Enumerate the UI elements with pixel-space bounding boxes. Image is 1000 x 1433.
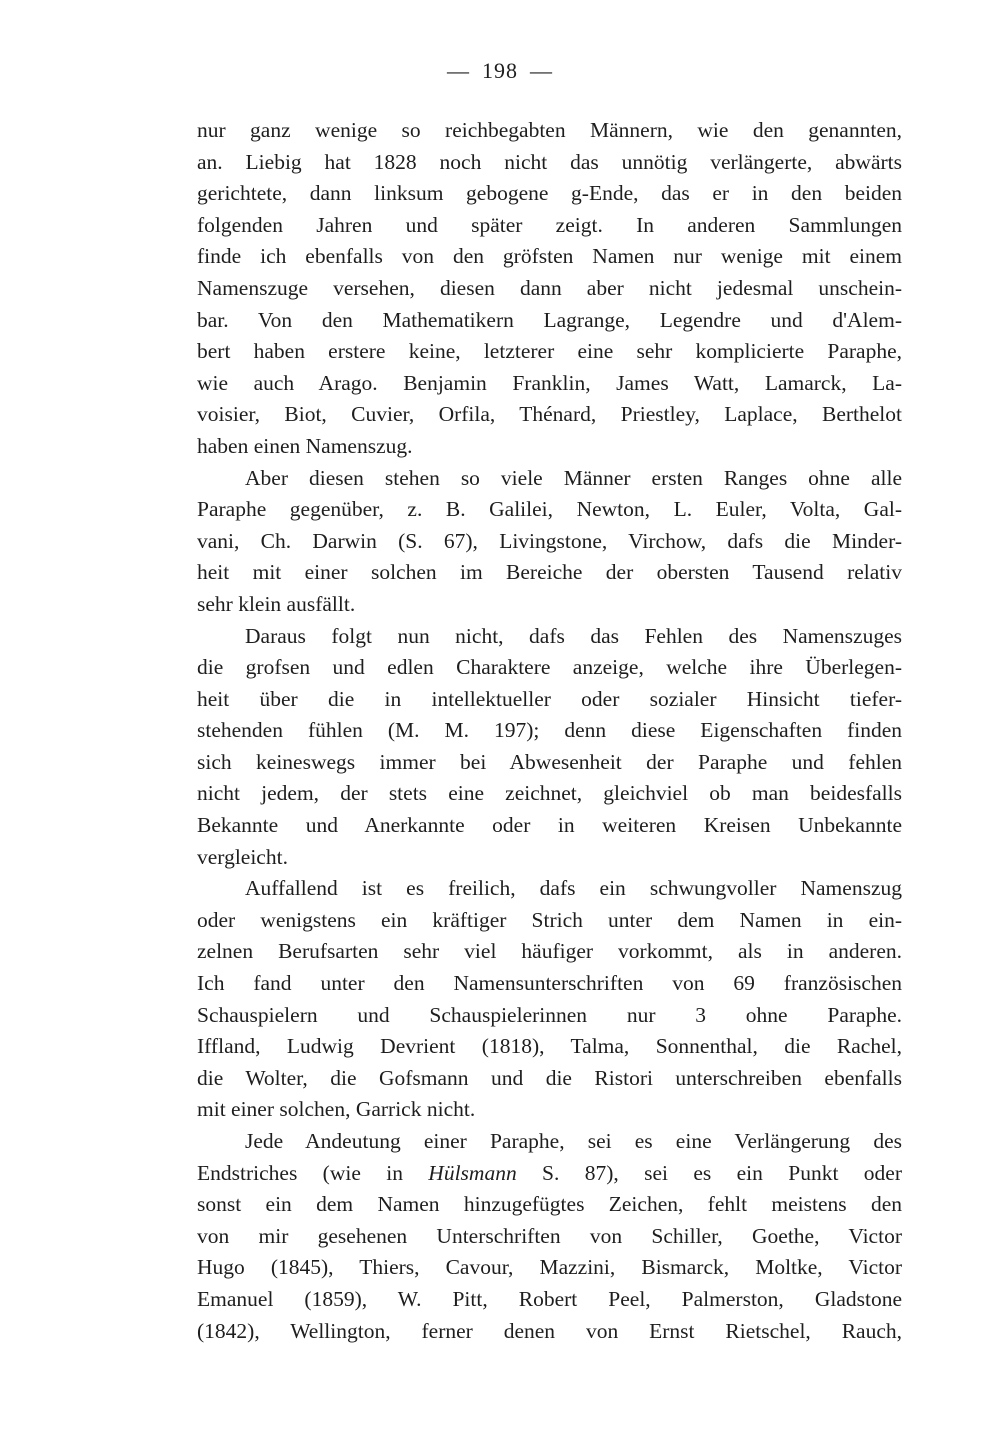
text-line: bar. Von den Mathematikern Lagrange, Legendre und d'Alem- [197, 307, 902, 332]
text-line: sehr klein ausfällt. [197, 591, 356, 616]
text-line: Endstriches (wie in Hülsmann S. 87), sei es ein Punkt oder [197, 1160, 902, 1185]
text-line: wie auch Arago. Benjamin Franklin, James Watt, Lamarck, La- [197, 370, 902, 395]
paragraph-4 [197, 873, 902, 1126]
text-line: sich keineswegs immer bei Abwesenheit der Paraphe und fehlen [197, 749, 902, 774]
text-line: Daraus folgt nun nicht, dafs das Fehlen des Namenszuges [245, 623, 902, 648]
page-body [197, 115, 902, 1347]
paragraph-2 [197, 463, 902, 621]
paragraph-1 [197, 115, 902, 463]
text-line: vergleicht. [197, 844, 288, 869]
text-line: mit einer solchen, Garrick nicht. [197, 1097, 476, 1122]
text-line: voisier, Biot, Cuvier, Orfila, Thénard, Priestley, Laplace, Berthelot [197, 402, 902, 427]
text-line: gerichtete, dann linksum gebogene g-Ende, das er in den beiden [197, 181, 902, 206]
text-line: heit über die in intellektueller oder sozialer Hinsicht tiefer- [197, 686, 902, 711]
text-line: (1842), Wellington, ferner denen von Ernst Rietschel, Rauch, [197, 1318, 902, 1343]
text-line: von mir gesehenen Unterschriften von Schiller, Goethe, Victor [197, 1223, 902, 1248]
page-number: 198 [482, 58, 518, 83]
text-line: Auffallend ist es freilich, dafs ein schwungvoller Namenszug [245, 876, 902, 901]
text-line: bert haben erstere keine, letzterer eine sehr komplicierte Paraphe, [197, 339, 902, 364]
text-line: sonst ein dem Namen hinzugefügtes Zeichen, fehlt meistens den [197, 1192, 902, 1217]
text-line: an. Liebig hat 1828 noch nicht das unnötig verlängerte, abwärts [197, 149, 902, 174]
text-line: zelnen Berufsarten sehr viel häufiger vorkommt, als in anderen. [197, 939, 902, 964]
text-line: Aber diesen stehen so viele Männer ersten Ranges ohne alle [245, 465, 902, 490]
text-line: finde ich ebenfalls von den gröfsten Namen nur wenige mit einem [197, 244, 902, 269]
page-header [0, 58, 1000, 84]
text-line: Emanuel (1859), W. Pitt, Robert Peel, Palmerston, Gladstone [197, 1286, 902, 1311]
text-line: nicht jedem, der stets eine zeichnet, gleichviel ob man beidesfalls [197, 781, 902, 806]
text-line: die grofsen und edlen Charaktere anzeige, welche ihre Überlegen- [197, 655, 902, 680]
text-line: stehenden fühlen (M. M. 197); denn diese Eigenschaften finden [197, 718, 902, 743]
paragraph-5 [197, 1126, 902, 1347]
header-dash-left: — [447, 58, 470, 83]
text-line: heit mit einer solchen im Bereiche der obersten Tausend relativ [197, 560, 902, 585]
text-line: Iffland, Ludwig Devrient (1818), Talma, Sonnenthal, die Rachel, [197, 1034, 902, 1059]
text-line: Namenszuge versehen, diesen dann aber nicht jedesmal unschein- [197, 275, 902, 300]
text-line: Bekannte und Anerkannte oder in weiteren Kreisen Unbekannte [197, 813, 902, 838]
text-line: oder wenigstens ein kräftiger Strich unter dem Namen in ein- [197, 907, 902, 932]
text-line: vani, Ch. Darwin (S. 67), Livingstone, Virchow, dafs die Minder- [197, 528, 902, 553]
text-line: Schauspielern und Schauspielerinnen nur 3 ohne Paraphe. [197, 1002, 902, 1027]
text-line: Paraphe gegenüber, z. B. Galilei, Newton, L. Euler, Volta, Gal- [197, 497, 902, 522]
text-line: haben einen Namenszug. [197, 433, 413, 458]
text-line: Ich fand unter den Namensunterschriften von 69 französischen [197, 971, 902, 996]
text-line: Jede Andeutung einer Paraphe, sei es eine Verlängerung des [245, 1129, 902, 1153]
italic-name: Hülsmann [428, 1160, 517, 1185]
text-line: nur ganz wenige so reichbegabten Männern, wie den genannten, [197, 118, 902, 142]
text-line: die Wolter, die Gofsmann und die Ristori unterschreiben ebenfalls [197, 1065, 902, 1090]
text-line: folgenden Jahren und später zeigt. In anderen Sammlungen [197, 212, 902, 237]
text-line: Hugo (1845), Thiers, Cavour, Mazzini, Bismarck, Moltke, Victor [197, 1255, 902, 1280]
paragraph-3 [197, 621, 902, 874]
header-dash-right: — [530, 58, 553, 83]
